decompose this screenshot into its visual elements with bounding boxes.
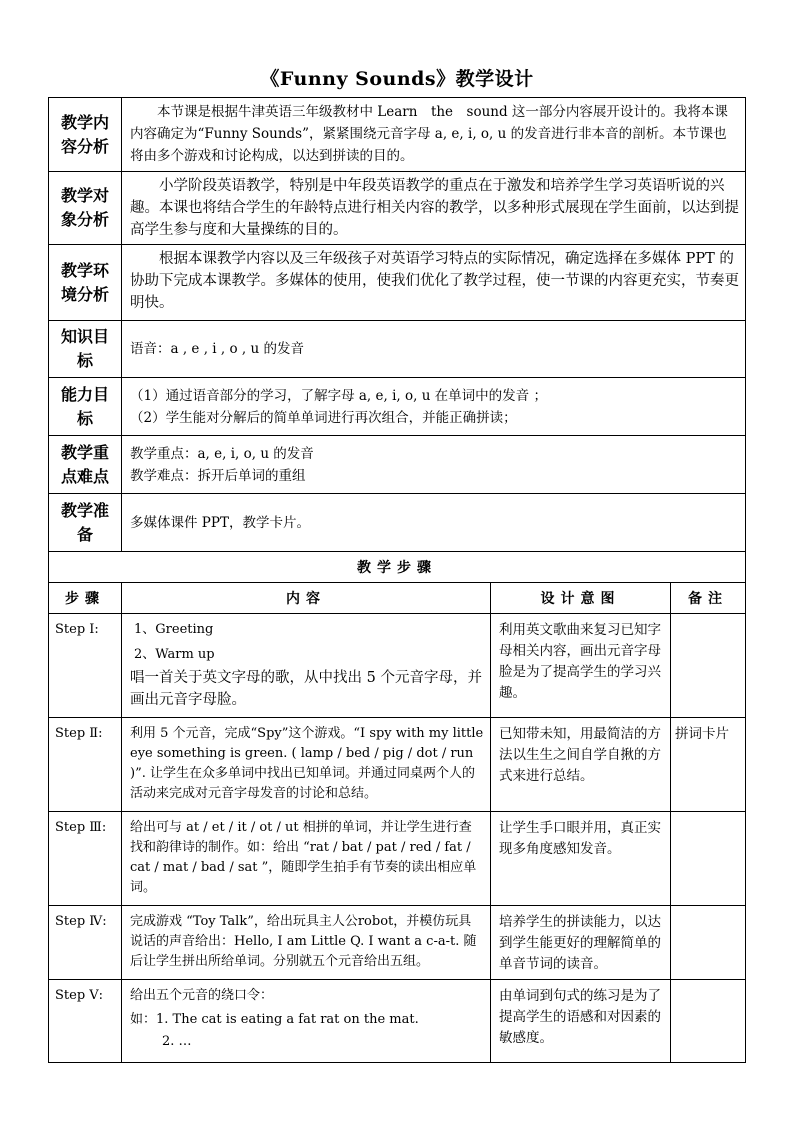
keypoints-row <box>49 436 746 494</box>
knowledge-label: 知识目标 <box>60 327 109 370</box>
step-note <box>671 906 746 980</box>
section-label: 教学环境分析 <box>60 260 109 304</box>
step-note <box>671 812 746 906</box>
step-row <box>49 980 746 1063</box>
step-label: Step Ⅱ: <box>49 718 122 812</box>
knowledge-text: 语音：a , e , i , o , u 的发音 <box>130 341 304 357</box>
keypoint-item: 教学重点：a, e, i, o, u 的发音 <box>130 445 314 462</box>
section-label: 教学内容分析 <box>60 112 109 156</box>
section-row <box>49 98 746 172</box>
knowledge-row <box>49 321 746 378</box>
prep-text: 多媒体课件 PPT，教学卡片。 <box>130 514 310 531</box>
step-label: Step I: <box>49 614 122 718</box>
step-label: Step Ⅴ: <box>49 980 122 1063</box>
step-row <box>49 718 746 812</box>
page-title: 《Funny Sounds》教学设计 <box>260 68 534 90</box>
steps-header-row <box>49 552 746 583</box>
step-content-extra: 唱一首关于英文字母的歌，从中找出 5 个元音字母，并画出元音字母脸。 <box>130 670 482 708</box>
col-note: 备注 <box>671 583 746 614</box>
step-intent: 利用英文歌曲来复习已知字母相关内容，画出元音字母脸是为了提高学生的学习兴趣。 <box>491 614 671 718</box>
col-step: 步骤 <box>49 583 122 614</box>
column-header-row <box>49 583 746 614</box>
step-label: Step Ⅲ: <box>49 812 122 906</box>
ability-label: 能力目标 <box>60 384 109 428</box>
step-content-line: 2. … <box>162 1034 192 1049</box>
col-content: 内容 <box>122 583 491 614</box>
step-note <box>671 980 746 1063</box>
step-intent: 由单词到句式的练习是为了提高学生的语感和对因素的敏感度。 <box>491 980 671 1063</box>
step-intent: 已知带未知，用最简洁的方法以生生之间自学自揪的方式来进行总结。 <box>491 718 671 812</box>
section-row <box>49 172 746 245</box>
step-content-line: 2、Warm up <box>134 647 215 662</box>
step-content-line: 给出五个元音的绕口令： <box>130 988 274 1003</box>
step-note <box>671 614 746 718</box>
step-content: 给出可与 at / et / it / ot / ut 相拼的单词，并让学生进行查找和韵律诗的制作。如：给出 “rat / bat / pat / red / fat / cat / mat / bad / sat ”，随即学生拍手有节奏的读出相应单词。 <box>122 812 491 906</box>
section-text: 小学阶段英语教学，特别是中年段英语教学的重点在于激发和培养学生学习英语听说的兴趣。本课也将结合学生的年龄特点进行相关内容的教学，以多种形式展现在学生面前，以达到提高学生参与度和大量操练的目的。 <box>130 178 739 238</box>
step-content: 利用 5 个元音，完成“Spy”这个游戏。“I spy with my little eye something is green. ( lamp / bed / pig / dot / run )”. 让学生在众多单词中找出已知单词。并通过同桌两个人的活动来完成对元音字母发音的讨论和总结。 <box>122 718 491 812</box>
prep-row <box>49 494 746 552</box>
step-content-line: 1、Greeting <box>134 622 214 637</box>
col-intent: 设计意图 <box>491 583 671 614</box>
section-text: 根据本课教学内容以及三年级孩子对英语学习特点的实际情况，确定选择在多媒体 PPT 的协助下完成本课教学。多媒体的使用，使我们优化了教学过程，使一节课的内容更充实，节奏更明快。 <box>130 251 739 311</box>
ability-row <box>49 378 746 436</box>
step-label: Step Ⅳ: <box>49 906 122 980</box>
ability-item: （2）学生能对分解后的简单单词进行再次组合，并能正确拼读； <box>130 409 517 426</box>
step-row <box>49 812 746 906</box>
step-intent: 培养学生的拼读能力，以达到学生能更好的理解简单的单音节词的读音。 <box>491 906 671 980</box>
section-row <box>49 245 746 321</box>
step-content: 完成游戏 “Toy Talk”，给出玩具主人公robot，并模仿玩具说话的声音给出：Hello, I am Little Q. I want a c-a-t. 随后让学生拼出所给单词。分别就五个元音给出五组。 <box>122 906 491 980</box>
steps-header: 教学步骤 <box>49 552 746 583</box>
keypoints-label: 教学重点难点 <box>60 442 109 486</box>
section-text: 本节课是根据牛津英语三年级教材中 Learn the sound 这一部分内容展开设计的。我将本课内容确定为“Funny Sounds”，紧紧围绕元音字母 a, e, i, o, u 的发音进行非本音的剖析。本节课也将由多个游戏和讨论构成，以达到拼读的目的。 <box>130 104 728 164</box>
step-row <box>49 614 746 718</box>
step-content-line: 如：1. The cat is eating a fat rat on the mat. <box>130 1012 419 1027</box>
step-row <box>49 906 746 980</box>
section-label: 教学对象分析 <box>60 186 109 229</box>
prep-label: 教学准备 <box>60 500 109 544</box>
ability-item: （1）通过语音部分的学习，了解字母 a, e, i, o, u 在单词中的发音 ； <box>130 387 547 404</box>
step-note: 拼词卡片 <box>671 718 746 812</box>
keypoint-item: 教学难点：拆开后单词的重组 <box>130 467 306 484</box>
step-intent: 让学生手口眼并用，真正实现多角度感知发音。 <box>491 812 671 906</box>
lesson-plan-table <box>48 97 746 1063</box>
